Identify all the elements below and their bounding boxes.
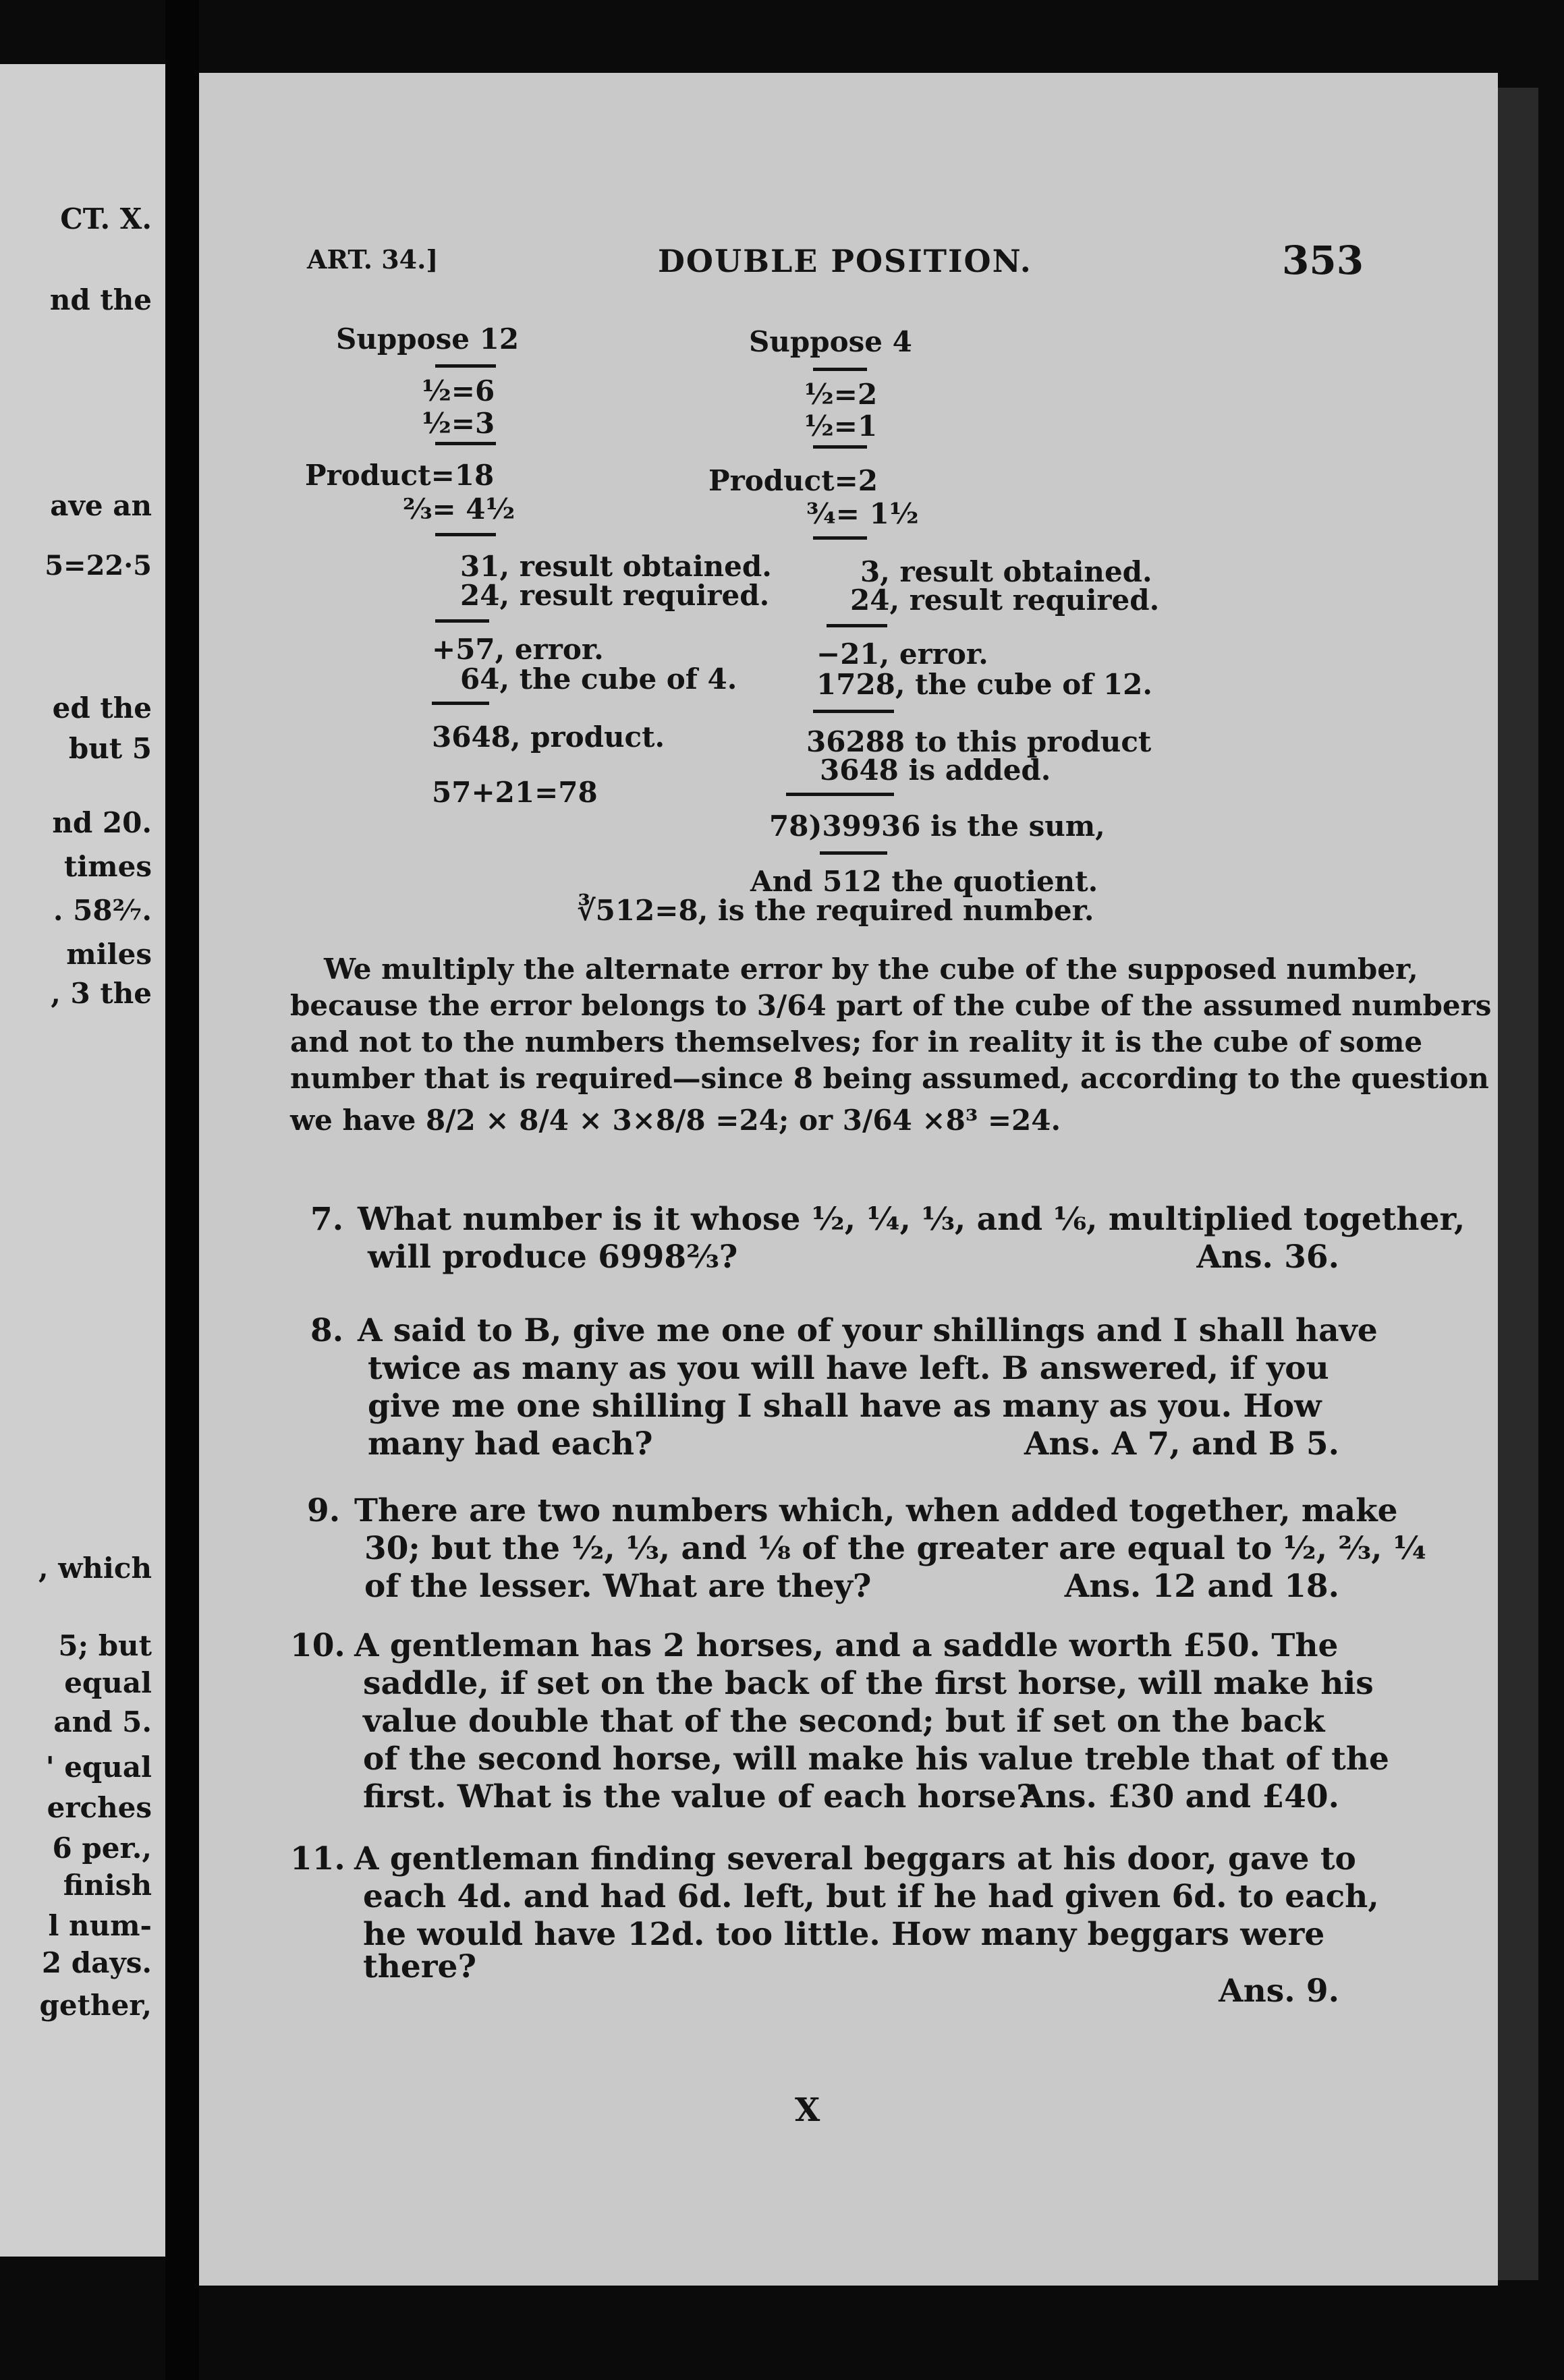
left-fragment: CT. X. — [60, 202, 152, 235]
problem-line: A said to B, give me one of your shillings and I shall have — [358, 1312, 1378, 1349]
rule — [820, 851, 887, 855]
work-line: −21, error. — [816, 638, 988, 671]
work-line: 24, result required. — [850, 584, 1160, 617]
work-line: 3648, product. — [432, 720, 665, 754]
page-title: DOUBLE POSITION. — [658, 243, 1032, 279]
rule — [813, 536, 867, 540]
work-line: And 512 the quotient. — [750, 865, 1098, 898]
left-fragment: nd 20. — [52, 806, 152, 839]
left-fragment: 6 per., — [52, 1832, 152, 1865]
rule — [432, 702, 489, 705]
problem-7 — [310, 1201, 1465, 1278]
problem-number: 10. — [290, 1627, 345, 1664]
problem-number: 11. — [290, 1840, 345, 1877]
left-fragment: equal — [64, 1666, 152, 1699]
left-fragment: gether, — [39, 1989, 152, 2022]
problem-line: A gentleman finding several beggars at his door, gave to — [354, 1840, 1356, 1877]
work-line: 78)39936 is the sum, — [769, 810, 1105, 843]
page-gutter — [165, 0, 199, 2380]
left-fragment: nd the — [49, 283, 152, 316]
problem-line: There are two numbers which, when added together, make — [354, 1492, 1398, 1529]
work-line: Product=2 — [708, 464, 878, 497]
left-fragment: ed the — [52, 691, 152, 725]
problem-line: each 4d. and had 6d. left, but if he had given 6d. to each, — [363, 1878, 1379, 1915]
answer: Ans. 12 and 18. — [1064, 1568, 1339, 1605]
signature-mark: X — [795, 2091, 820, 2129]
suppose-label: Suppose 4 — [749, 325, 912, 358]
problem-line: many had each? — [368, 1425, 653, 1463]
rule — [435, 442, 496, 445]
page-edge — [1498, 88, 1538, 2280]
problem-number: 7. — [310, 1201, 344, 1238]
problem-line: first. What is the value of each horse? — [363, 1778, 1035, 1815]
left-fragment: finish — [63, 1869, 152, 1902]
work-line: Product=18 — [305, 459, 495, 492]
work-line: ⅔= 4½ — [403, 492, 515, 526]
problem-line: give me one shilling I shall have as many as you. How — [368, 1388, 1322, 1425]
rule — [786, 793, 894, 796]
left-fragment: erches — [47, 1791, 152, 1824]
work-line: 57+21=78 — [432, 776, 598, 809]
rule — [813, 445, 867, 449]
left-fragment: miles — [66, 938, 152, 971]
left-fragment: , 3 the — [51, 977, 152, 1010]
explanation-paragraph — [290, 951, 1492, 1139]
left-fragment: ave an — [50, 489, 152, 522]
problem-number: 8. — [310, 1312, 344, 1349]
problem-line: will produce 6998⅔? — [368, 1239, 738, 1276]
problem-line: 30; but the ½, ⅓, and ⅛ of the greater are equal to ½, ⅔, ¼ — [364, 1530, 1426, 1567]
page-number: 353 — [1282, 237, 1364, 283]
left-fragment: . 58²⁄₇. — [53, 894, 152, 927]
work-line: ½=2 — [804, 378, 878, 411]
left-fragment: and 5. — [53, 1705, 152, 1738]
rule — [435, 364, 496, 368]
problem-11 — [290, 1840, 1379, 2010]
rule — [813, 710, 894, 713]
left-fragment: but 5 — [68, 732, 152, 765]
answer: Ans. 36. — [1196, 1239, 1339, 1276]
work-line: 3, result obtained. — [860, 555, 1152, 588]
rule — [813, 368, 867, 371]
suppose-label: Suppose 12 — [336, 322, 520, 356]
problem-line: he would have 12d. too little. How many beggars were — [363, 1916, 1325, 1953]
paragraph-line: we have 8/2 × 8/4 × 3×8/8 =24; or 3/64 ×8³ =24. — [290, 1104, 1061, 1137]
rule — [827, 624, 887, 627]
paragraph-line: We multiply the alternate error by the cube of the supposed number, — [324, 953, 1418, 986]
rule — [435, 533, 496, 536]
work-line: 64, the cube of 4. — [460, 662, 737, 696]
problem-8 — [310, 1312, 1378, 1467]
article-reference: ART. 34.] — [307, 244, 439, 275]
problem-10 — [290, 1627, 1389, 1819]
left-fragment: 5; but — [58, 1629, 152, 1662]
answer: Ans. £30 and £40. — [1020, 1778, 1339, 1815]
work-line: ½=6 — [422, 374, 495, 407]
work-line: 36288 to this product — [806, 725, 1152, 758]
problem-line: What number is it whose ½, ¼, ⅓, and ⅙, multiplied together, — [358, 1201, 1465, 1238]
work-line: 24, result required. — [460, 579, 770, 612]
paragraph-line: number that is required—since 8 being assumed, according to the question — [290, 1062, 1489, 1095]
answer: Ans. A 7, and B 5. — [1024, 1425, 1339, 1463]
problem-line: of the lesser. What are they? — [364, 1568, 872, 1605]
left-fragment: ' equal — [45, 1751, 152, 1784]
work-line: ½=3 — [422, 407, 495, 440]
work-line: ½=1 — [804, 409, 878, 443]
rule — [435, 619, 489, 623]
work-line: 31, result obtained. — [460, 550, 772, 583]
work-line: 1728, the cube of 12. — [816, 668, 1153, 701]
problem-line: A gentleman has 2 horses, and a saddle worth £50. The — [354, 1627, 1339, 1664]
left-fragment: 5=22·5 — [45, 550, 152, 582]
paragraph-line: because the error belongs to 3/64 part of the cube of the assumed numbers — [290, 989, 1492, 1022]
left-fragment: l num- — [48, 1909, 152, 1942]
answer: Ans. 9. — [1219, 1973, 1339, 2010]
problem-line: saddle, if set on the back of the first horse, will make his — [363, 1665, 1374, 1702]
left-fragment: 2 days. — [41, 1946, 152, 1979]
problem-line: of the second horse, will make his value treble that of the — [363, 1740, 1389, 1778]
work-line: 3648 is added. — [820, 754, 1051, 787]
problem-line: there? — [363, 1948, 476, 1985]
problem-9 — [307, 1492, 1426, 1610]
work-line: ∛512=8, is the required number. — [577, 894, 1094, 927]
left-fragment: times — [63, 850, 152, 883]
problem-line: twice as many as you will have left. B answered, if you — [368, 1350, 1329, 1387]
paragraph-line: and not to the numbers themselves; for in reality it is the cube of some — [290, 1025, 1423, 1058]
left-fragment: , which — [38, 1552, 152, 1585]
work-line: ¾= 1½ — [806, 497, 919, 530]
problem-line: value double that of the second; but if set on the back — [363, 1703, 1325, 1740]
problem-number: 9. — [307, 1492, 341, 1529]
work-line: +57, error. — [432, 633, 604, 666]
